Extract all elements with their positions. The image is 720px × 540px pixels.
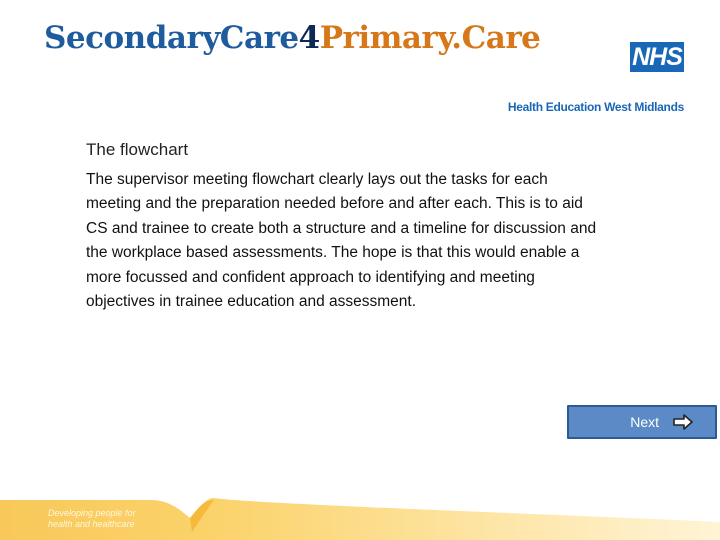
footer-tagline: Developing people for health and healthcare [48,508,136,529]
nhs-logo: NHS [630,42,684,72]
arrow-right-icon [673,414,693,430]
section-heading: The flowchart [86,140,189,159]
next-button-label: Next [630,414,659,430]
title-secondary-care: SecondaryCare [44,20,299,56]
organisation-name: Health Education West Midlands [507,100,684,114]
title-primary-care: Primary.Care [319,20,541,56]
title-four: 4 [298,20,320,56]
next-button[interactable] [567,405,717,439]
body-paragraph: The supervisor meeting flowchart clearly lays out the tasks for each meeting and the preparation needed before and after each. This is to aid CS and trainee to create both a structure and a timeline for discussion and the workplace based assessments. The hope is that this would enable a more focussed and confident approach to identifying and meeting objectives in trainee education and assessment. [86,171,597,311]
presentation-title [44,20,540,56]
